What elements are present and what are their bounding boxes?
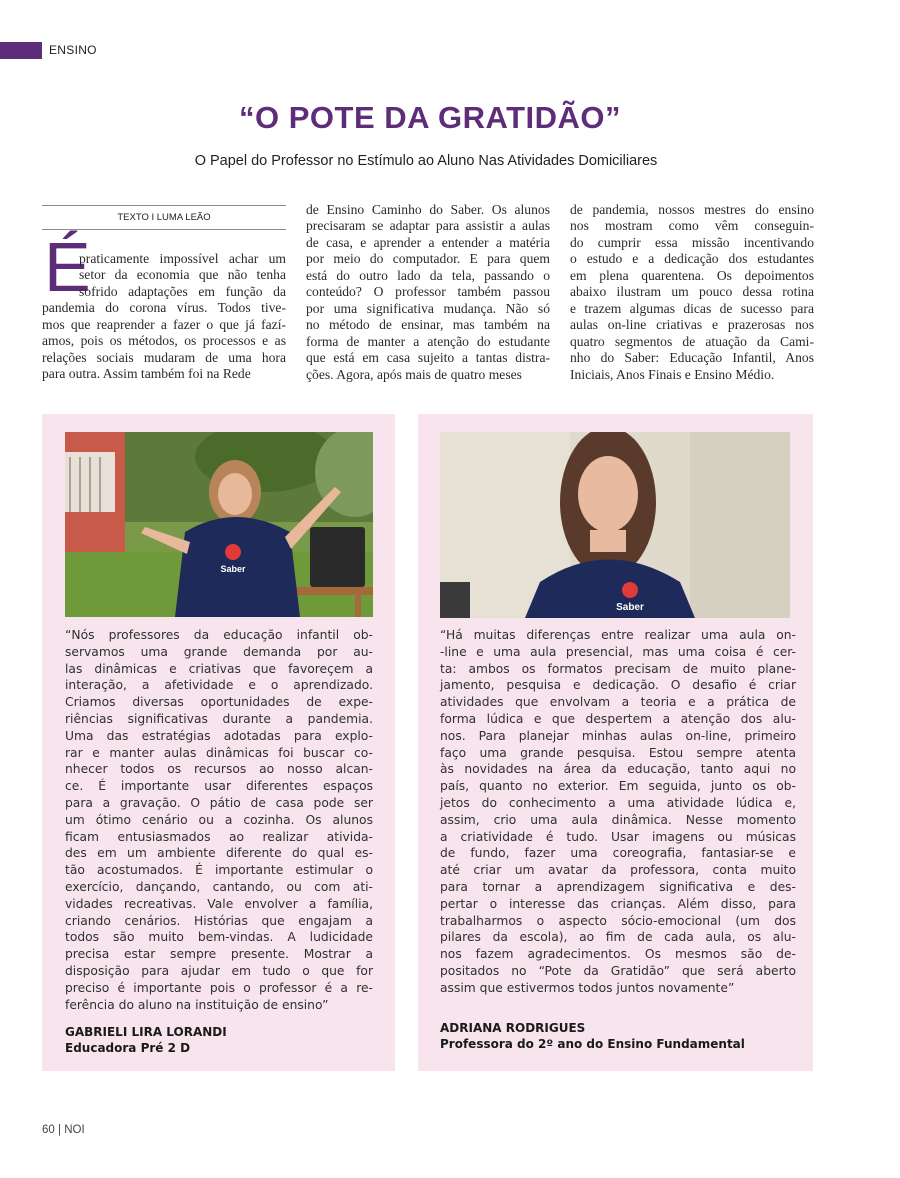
text-line: des em um ambiente diferente do qual es-: [65, 846, 373, 861]
text-line: de pandemia, nossos mestres do ensino: [570, 202, 814, 217]
article-column-3: [570, 202, 814, 383]
text-line: aulas on-line criativas e prazerosas nos: [570, 317, 814, 333]
text-line: rar e manter aulas dinâmicas foi buscar co-: [65, 745, 373, 760]
text-line: e trazem algumas dicas de sucesso para: [570, 300, 814, 316]
text-line: pertar o interesse das crianças. Além disso, para: [440, 896, 796, 911]
text-line: riências significativas durante a pandemia.: [65, 711, 373, 726]
text-line: abaixo ilustram um pouco dessa rotina: [570, 284, 814, 300]
footer-separator: |: [58, 1124, 61, 1136]
text-line: quatro segmentos de atuação da Cami-: [570, 333, 814, 349]
text-line: pilares da escola), ao fim de cada aula, os alu-: [440, 930, 796, 945]
text-line: que está em casa sujeito a tantas distra-: [306, 350, 550, 366]
text-line: las dinâmicas e criativas que favoreçem a: [65, 661, 373, 676]
text-line: faço uma grande pesquisa. Estou sempre atenta: [440, 745, 796, 760]
text-line: preciso é importante pois o professor é a re-: [65, 980, 373, 995]
text-line: conteúdo? O professor também passou: [306, 284, 550, 300]
article-column-1: [42, 251, 286, 383]
text-line: exercício, dançando, cantando, ou com ati-: [65, 879, 373, 894]
testimonial-author: [65, 1024, 227, 1056]
text-line: nho do Saber: Educação Infantil, Anos: [570, 350, 814, 366]
text-line: por uma significativa mudança. Não só: [306, 300, 550, 316]
text-line: praticamente impossível achar um: [79, 251, 286, 266]
text-line: sofrido adaptações em função da: [79, 283, 286, 299]
text-line: por meio do computador. E para quem: [306, 251, 550, 267]
page-footer: [42, 1124, 85, 1136]
magazine-name: NOI: [64, 1124, 85, 1136]
testimonial-author: [440, 1020, 745, 1052]
text-line: forma de manter a atenção do estudante: [306, 333, 550, 349]
teacher-photo: [440, 432, 790, 618]
text-line: “Nós professores da educação infantil ob-: [65, 628, 373, 642]
text-line: “Há muitas diferenças entre realizar uma aula on-: [440, 628, 796, 642]
text-line: até criar um avatar da professora, conta muito: [440, 863, 796, 878]
text-line: nhecer todos os recursos ao nosso alcan-: [65, 762, 373, 777]
text-line: nos mostram como vêm conseguin-: [570, 218, 814, 234]
article-subtitle: O Papel do Professor no Estímulo ao Aluno Nas Atividades Domiciliares: [194, 153, 658, 169]
text-line: nos. Para planejar minhas aulas on-line, primeiro: [440, 728, 796, 743]
text-line: para tornar a aprendizagem significativa e des-: [440, 879, 796, 894]
text-line: no método de ensinar, mas também na: [306, 317, 550, 333]
text-line: disposição para ajudar em tudo o que for: [65, 963, 373, 978]
text-line: do cumprir essa missão incentivando: [570, 234, 814, 250]
testimonial-card-1: [42, 414, 395, 1071]
byline: TEXTO I LUMA LEÃO: [42, 205, 286, 230]
section-color-bar: [0, 42, 42, 59]
testimonial-quote: [65, 627, 373, 1013]
text-line: nos fazem agradecimentos. Os mesmos são de-: [440, 947, 796, 962]
text-line: tão acostumados. É importante estimular o: [65, 863, 373, 878]
text-line: a criatividade é tudo. Usar imagens ou músicas: [440, 829, 796, 844]
text-line: precisa estar sempre presente. Mostrar a: [65, 947, 373, 962]
text-line: um ótimo cenário ou a cozinha. Os alunos: [65, 812, 373, 827]
text-line: em plena quarentena. Os depoimentos: [570, 267, 814, 283]
text-line: setor da economia que não tenha: [79, 267, 286, 283]
article-title: “O POTE DA GRATIDÃO”: [239, 100, 621, 135]
text-line: às novidades na área da educação, tanto aqui no: [440, 762, 796, 777]
testimonial-card-2: [418, 414, 813, 1071]
text-line: jetos do conhecimento a uma atividade lúdica e,: [440, 795, 796, 810]
text-line: todos são muito bem-vindas. A ludicidade: [65, 930, 373, 945]
teacher-photo: [65, 432, 373, 617]
text-line: de fundo, fazer uma coreografia, fantasiar-se e: [440, 846, 796, 861]
text-line: Iniciais, Anos Finais e Ensino Médio.: [570, 366, 775, 382]
text-line: para outra. Assim também foi na Rede: [42, 366, 251, 382]
text-line: ficam entusiasmados ao realizar ativida-: [65, 829, 373, 844]
text-line: precisaram se adaptar para assistir a aulas: [306, 218, 550, 234]
text-line: pandemia do corona vírus. Todos tive-: [42, 300, 286, 316]
text-line: positados no “Pote da Gratidão” que será aberto: [440, 963, 796, 978]
text-line: interação, a afetividade e o aprendizado.: [65, 678, 373, 693]
text-line: amos, pois os métodos, os processos e as: [42, 333, 286, 349]
shirt-logo-text: Saber: [616, 602, 644, 613]
text-line: mos que reaprender a fazer o que já fazí-: [42, 316, 286, 332]
text-line: ta: ambos os formatos precisam de muito plane-: [440, 661, 796, 676]
drop-cap: É: [44, 228, 91, 306]
page-number: 60: [42, 1124, 55, 1136]
shirt-logo-text: Saber: [220, 564, 246, 574]
author-name: GABRIELI LIRA LORANDI: [65, 1025, 227, 1039]
text-line: país, quanto no exterior. Em seguida, junto os ob-: [440, 779, 796, 794]
text-line: está do outro lado da tela, passando o: [306, 267, 550, 283]
text-line: relações sociais mudaram de uma hora: [42, 349, 286, 365]
text-line: ce. É importante usar diferentes espaços: [65, 779, 373, 794]
text-line: assim que estivermos todos juntos novamente”: [440, 980, 735, 995]
text-line: jamento, pesquisa e dedicação. O desafio é criar: [440, 678, 796, 693]
text-line: para a gravação. O pátio de casa pode ser: [65, 795, 373, 810]
author-name: ADRIANA RODRIGUES: [440, 1021, 586, 1035]
section-label: ENSINO: [49, 43, 97, 57]
text-line: forma lúdica e que despertem a atenção dos alu-: [440, 711, 796, 726]
text-line: assim, crio uma aula dinâmica. Nesse momento: [440, 812, 796, 827]
text-line: atividades que envolvam a teoria e a prática de: [440, 695, 796, 710]
author-role: Professora do 2º ano do Ensino Fundamental: [440, 1037, 745, 1051]
text-line: trabalharmos o aspecto sócio-emocional (um dos: [440, 913, 796, 928]
text-line: vidades recreativas. Vale envolver a família,: [65, 896, 373, 911]
text-line: Uma das estratégias adotadas para explo-: [65, 728, 373, 743]
text-line: de Ensino Caminho do Saber. Os alunos: [306, 202, 550, 217]
text-line: o estudo e a dedicação dos estudantes: [570, 251, 814, 267]
text-line: ferência do aluno na instituição de ensino”: [65, 997, 329, 1012]
article-column-2: [306, 202, 550, 383]
text-line: servamos uma grande demanda por au-: [65, 644, 373, 659]
text-line: de casa, e aprender a entender a matéria: [306, 234, 550, 250]
author-role: Educadora Pré 2 D: [65, 1041, 191, 1055]
text-line: ções. Agora, após mais de quatro meses: [306, 366, 522, 382]
text-line: -line e uma aula presencial, mas uma coisa é cer-: [440, 644, 796, 659]
testimonial-quote: [440, 627, 796, 997]
text-line: criando cenários. Histórias que engajam a: [65, 913, 373, 928]
text-line: Criamos diversas oportunidades de expe-: [65, 695, 373, 710]
